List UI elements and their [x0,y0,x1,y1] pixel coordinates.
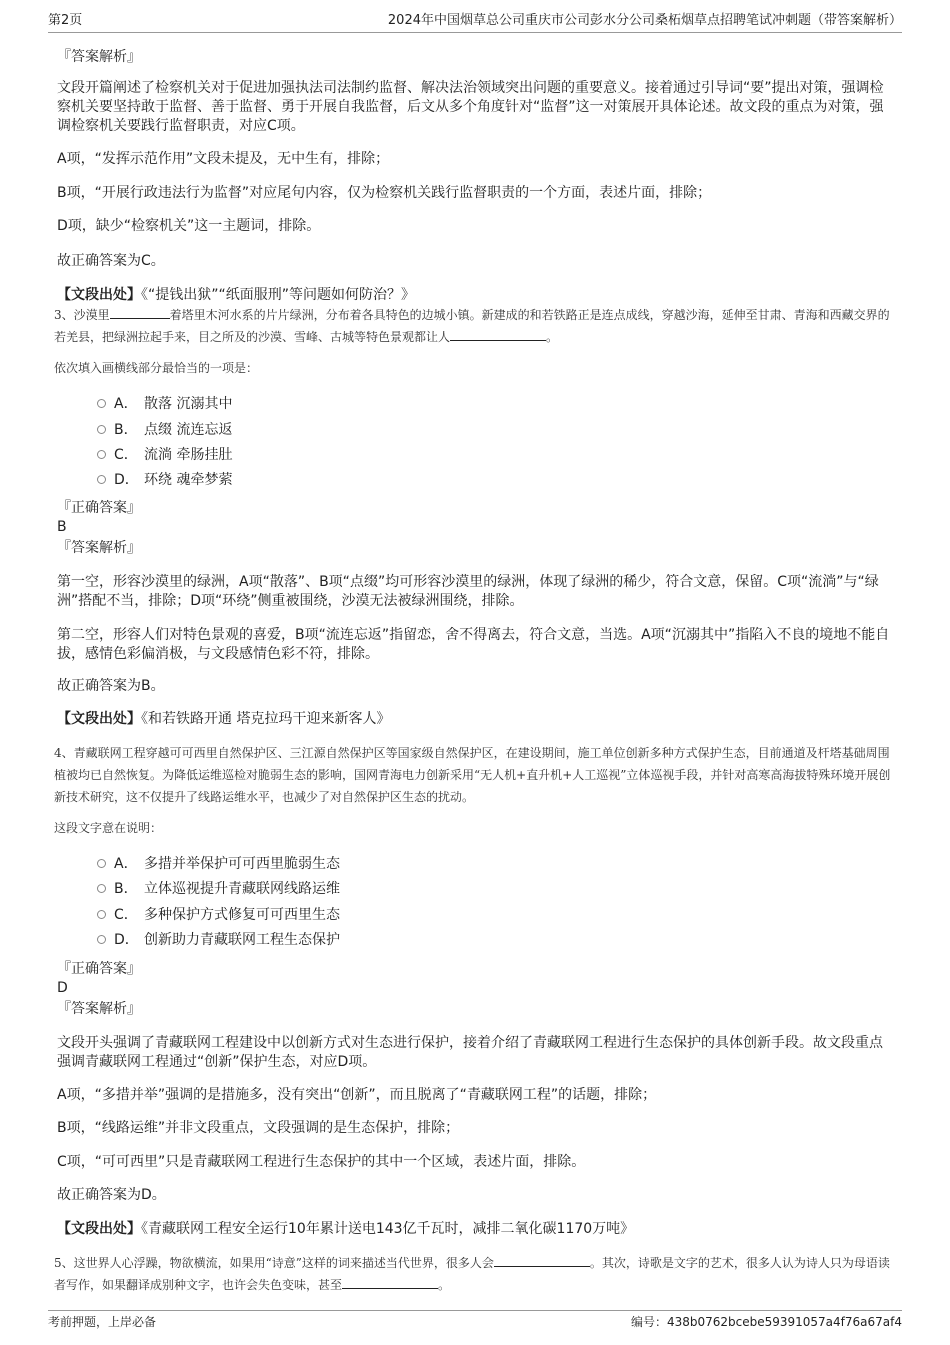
stem-part: 5、这世界人心浮躁，物欲横流，如果用“诗意”这样的词来描述当代世界，很多人会 [54,1256,494,1270]
correct-answer: D [57,980,68,996]
answer-conclusion: 故正确答案为B。 [57,678,165,694]
question-prompt: 依次填入画横线部分最恰当的一项是： [54,361,259,375]
footer-slogan: 考前押题，上岸必备 [48,1315,157,1329]
question-stem: 4、青藏联网工程穿越可可西里自然保护区、三江源自然保护区等国家级自然保护区，在建设期间，施工单位创新多种方式保护生态，目前通道及杆塔基础周围植被均已自然恢复。为降低运维巡检对脆弱生态的影响，国网青海电力创新采用“无人机+直升机+人工巡视”立体巡视手段，并针对高寒高海拔特殊环境开展创新技术研究，这不仅提升了线路运维水平，也减少了对自然保护区生态的扰动。 [54,746,891,804]
answer-conclusion: 故正确答案为D。 [57,1187,166,1203]
option-text: 创新助力青藏联网工程生态保护 [144,932,340,948]
option-letter: C． [114,907,138,923]
answer-conclusion: 故正确答案为C。 [57,253,165,269]
analysis-option-c: C项，“可可西里”只是青藏联网工程进行生态保护的其中一个区域，表述片面，排除。 [57,1154,586,1170]
option-text: 立体巡视提升青藏联网线路运维 [144,881,340,897]
source-label: 【文段出处】 [57,287,141,303]
stem-part: 着塔里木河水系的片片绿洲，分布着各具特色的边城小镇。新建成的和若铁路正是连点成线，穿越沙海，延伸至甘肃、青海和西藏交界的若羌县，把绿洲拉起手来，目之所及的沙漠、雪峰、古城等特色景观都让人 [54,308,890,344]
option-letter: D． [114,472,139,488]
analysis-heading: 『答案解析』 [57,49,141,65]
stem-part: 。 [438,1278,451,1292]
fill-blank [342,1276,438,1289]
option-text: 点缀 流连忘返 [144,422,233,438]
source-label: 【文段出处】 [57,1221,141,1237]
option-c[interactable] [97,905,340,925]
analysis-option-b: B项，“线路运维”并非文段重点，文段强调的是生态保护，排除； [57,1120,460,1136]
page-number: 第2页 [48,13,83,28]
option-text: 多措并举保护可可西里脆弱生态 [144,856,340,872]
page-footer [48,1310,902,1333]
radio-icon[interactable] [97,884,106,893]
question-stem [54,1252,896,1296]
option-d[interactable] [97,470,232,490]
analysis-option-a: A项，“发挥示范作用”文段未提及，无中生有，排除； [57,151,390,167]
option-d[interactable] [97,930,340,950]
option-a[interactable] [97,394,232,414]
fill-blank [494,1254,590,1267]
option-b[interactable] [97,879,340,899]
radio-icon[interactable] [97,910,106,919]
radio-icon[interactable] [97,859,106,868]
correct-answer: B [57,519,67,535]
option-text: 多种保护方式修复可可西里生态 [144,907,340,923]
option-letter: B． [114,422,138,438]
analysis-heading: 『答案解析』 [57,540,141,556]
radio-icon[interactable] [97,450,106,459]
stem-part: 3、沙漠里 [54,308,110,322]
option-letter: C． [114,447,138,463]
option-text: 环绕 魂牵梦萦 [144,472,233,488]
answer-heading: 『正确答案』 [57,961,141,977]
question-prompt: 这段文字意在说明： [54,821,163,835]
analysis-option-a: A项，“多措并举”强调的是措施多，没有突出“创新”，而且脱离了“青藏联网工程”的话题，排除； [57,1087,657,1103]
source-title: 《“提钱出狱”“纸面服刑”等问题如何防治？》 [141,287,416,303]
radio-icon[interactable] [97,399,106,408]
option-text: 散落 沉溺其中 [144,396,233,412]
source-title: 《和若铁路开通 塔克拉玛干迎来新客人》 [141,711,391,727]
question-stem [54,304,896,348]
radio-icon[interactable] [97,475,106,484]
stem-part: 。 [546,330,559,344]
analysis-heading: 『答案解析』 [57,1001,141,1017]
option-text: 流淌 牵肠挂肚 [144,447,233,463]
source-title: 《青藏联网工程安全运行10年累计送电143亿千瓦时，减排二氧化碳1170万吨》 [141,1221,635,1237]
fill-blank [450,328,546,341]
analysis-paragraph: 文段开篇阐述了检察机关对于促进加强执法司法制约监督、解决法治领域突出问题的重要意义。接着通过引导词“要”提出对策，强调检察机关要坚持敢于监督、善于监督、勇于开展自我监督，后文从多个角度针对“监督”这一对策展开具体论述。故文段的重点为对策，强调检察机关要践行监督职责，对应C项。 [57,80,884,134]
stem-part: 。其次，诗歌是文字的艺术，很多人认为诗人只为母语读者写作，如果翻译成别种文字，也许会失色变味，甚至 [54,1256,890,1292]
document-code: 编号：438b0762bcebe59391057a4f76a67af4 [630,1315,902,1329]
analysis-paragraph: 第二空，形容人们对特色景观的喜爱，B项“流连忘返”指留恋，舍不得离去，符合文意，当选。A项“沉溺其中”指陷入不良的境地不能自拔，感情色彩偏消极，与文段感情色彩不符，排除。 [57,627,890,662]
answer-heading: 『正确答案』 [57,500,141,516]
option-c[interactable] [97,445,232,465]
source-line [57,1220,893,1239]
option-letter: A． [114,856,138,872]
analysis-option-b: B项，“开展行政违法行为监督”对应尾句内容，仅为检察机关践行监督职责的一个方面，表述片面，排除； [57,185,712,201]
radio-icon[interactable] [97,425,106,434]
option-letter: B． [114,881,138,897]
analysis-option-d: D项，缺少“检察机关”这一主题词，排除。 [57,218,321,234]
fill-blank [110,306,170,319]
radio-icon[interactable] [97,935,106,944]
source-label: 【文段出处】 [57,711,141,727]
option-letter: A． [114,396,138,412]
option-letter: D． [114,932,139,948]
source-line [57,710,893,729]
option-b[interactable] [97,420,232,440]
option-a[interactable] [97,854,340,874]
analysis-paragraph: 第一空，形容沙漠里的绿洲，A项“散落”、B项“点缀”均可形容沙漠里的绿洲，体现了绿洲的稀少，符合文意，保留。C项“流淌”与“绿洲”搭配不当，排除；D项“环绕”侧重被围绕，沙漠无法被绿洲围绕，排除。 [57,574,879,609]
page-header [48,10,902,33]
document-title: 2024年中国烟草总公司重庆市公司彭水分公司桑柘烟草点招聘笔试冲刺题（带答案解析） [387,13,902,28]
source-line [57,286,893,305]
analysis-paragraph: 文段开头强调了青藏联网工程建设中以创新方式对生态进行保护，接着介绍了青藏联网工程进行生态保护的具体创新手段。故文段重点强调青藏联网工程通过“创新”保护生态，对应D项。 [57,1035,883,1070]
